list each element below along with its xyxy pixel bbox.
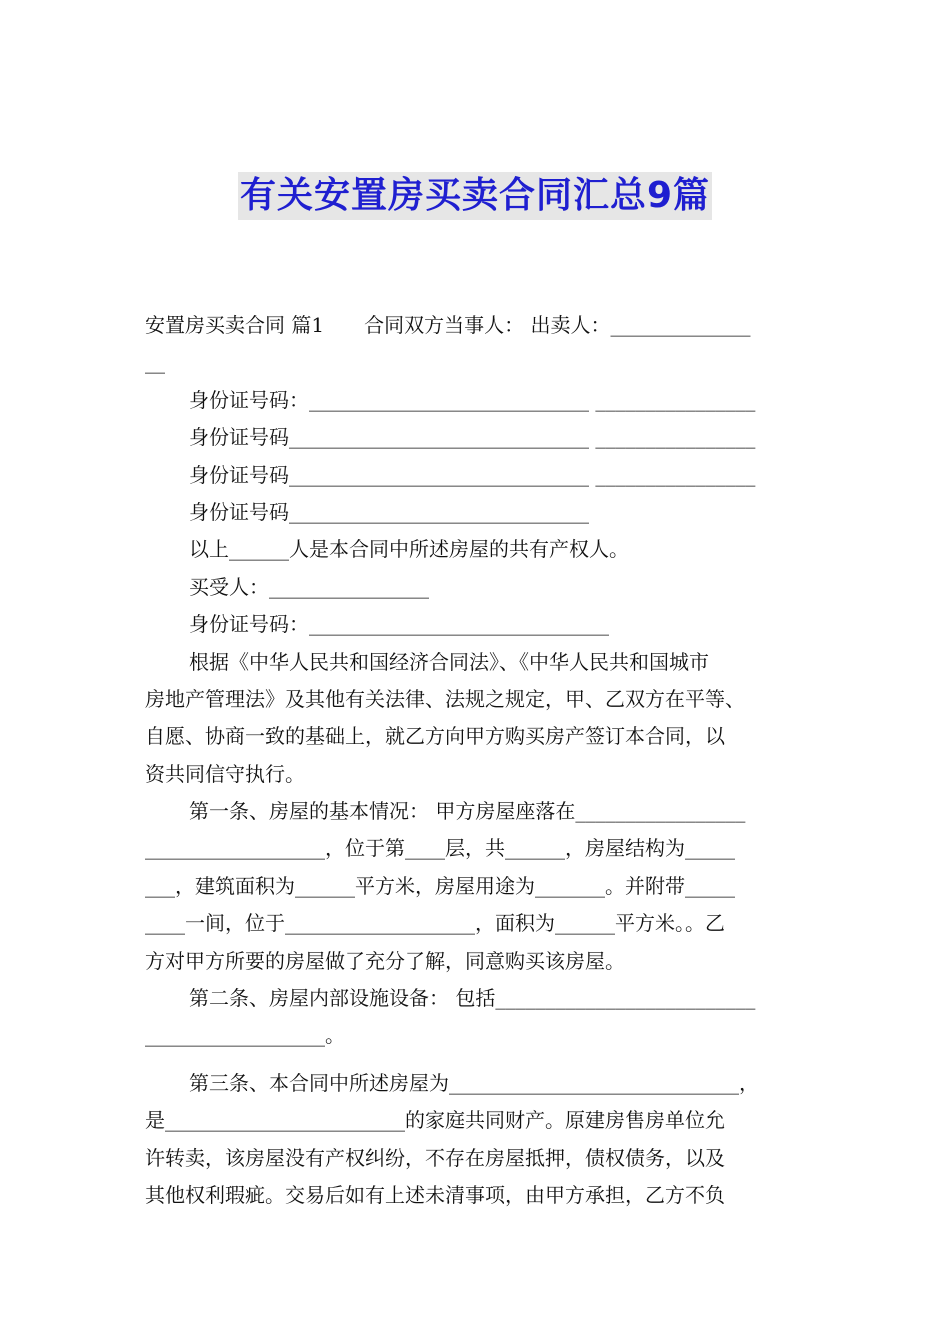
text-line: __________________。: [145, 1023, 345, 1048]
text-line: 身份证号码______________________________ ________________: [189, 425, 756, 450]
text-line: 身份证号码：____________________________ ________________: [189, 387, 756, 412]
text-line: 根据《中华人民共和国经济合同法》、《中华人民共和国城市: [189, 649, 709, 674]
text-line: 房地产管理法》及其他有关法律、法规之规定，甲、乙双方在平等、: [145, 686, 745, 711]
text-line: 第二条、房屋内部设施设备： 包括__________________________: [189, 986, 756, 1011]
text-line: 许转卖，该房屋没有产权纠纷，不存在房屋抵押，债权债务，以及: [145, 1145, 725, 1170]
text-line: __________________，位于第____层，共______，房屋结构为_____: [145, 836, 735, 861]
text-line: 买受人：________________: [189, 574, 429, 599]
text-line: 方对甲方所要的房屋做了充分了解，同意购买该房屋。: [145, 948, 625, 973]
document-title: 有关安置房买卖合同汇总9篇: [238, 172, 712, 220]
text-line: 身份证号码______________________________: [189, 499, 589, 524]
text-line: 身份证号码：______________________________: [189, 612, 609, 637]
text-line: 自愿、协商一致的基础上，就乙方向甲方购买房产签订本合同，以: [145, 724, 725, 749]
text-line: 其他权利瑕疵。交易后如有上述未清事项，由甲方承担，乙方不负: [145, 1182, 725, 1207]
text-line: 资共同信守执行。: [145, 761, 305, 786]
text-line: 以上______人是本合同中所述房屋的共有产权人。: [189, 537, 629, 562]
text-line: 第一条、房屋的基本情况： 甲方房屋座落在_________________: [189, 799, 746, 824]
text-line: ____一间，位于___________________，面积为______平方米。。乙: [145, 911, 725, 936]
text-line: __: [145, 350, 165, 375]
title-area: [0, 172, 950, 220]
text-line: 第三条、本合同中所述房屋为_____________________________，: [189, 1070, 759, 1095]
text-line: 安置房买卖合同 篇1 合同双方当事人： 出卖人：______________: [145, 313, 751, 337]
contract-body: [145, 307, 810, 1214]
text-line: 是________________________的家庭共同财产。原建房售房单位允: [145, 1108, 725, 1133]
text-line: 身份证号码______________________________ ________________: [189, 462, 756, 487]
text-line: ___，建筑面积为______平方米，房屋用途为_______。并附带_____: [145, 873, 735, 898]
paragraph-gap: [145, 1055, 810, 1065]
